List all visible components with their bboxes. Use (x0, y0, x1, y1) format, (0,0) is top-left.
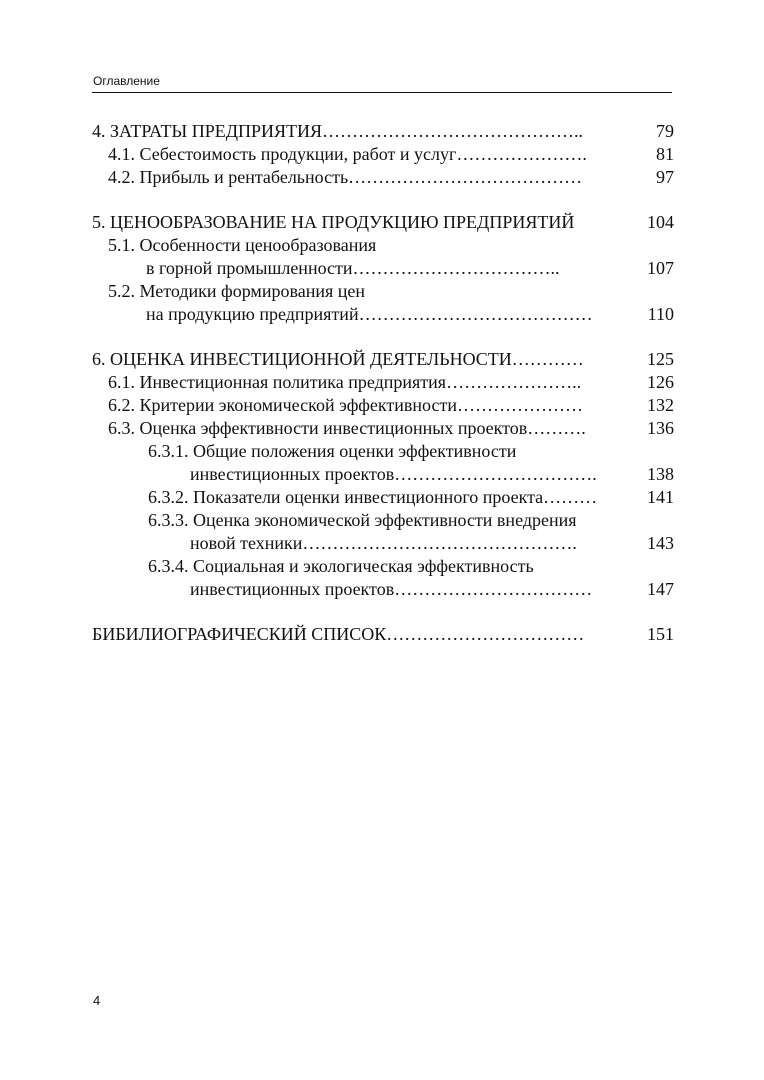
toc-entry-title-line2: в горной промышленности…………………………….. (146, 258, 560, 278)
toc-entry-5-1[interactable] (92, 234, 674, 280)
toc-entry-page: 147 (647, 579, 674, 599)
toc-entry-title: 6.3.2. Показатели оценки инвестиционного проекта……… (148, 487, 598, 507)
toc-entry-page: 151 (647, 624, 674, 644)
toc-entry-title: 4.2. Прибыль и рентабельность………………………………… (108, 167, 583, 187)
toc-entry-title-line1: 6.3.4. Социальная и экологическая эффективность (148, 556, 534, 576)
toc-entry-chapter-6[interactable] (92, 348, 674, 371)
toc-entry-6-1[interactable] (92, 371, 674, 394)
toc-entry-page: 104 (647, 212, 674, 232)
section-spacer (92, 601, 674, 623)
toc-entry-6-3-3[interactable] (92, 509, 674, 555)
toc-entry-page: 79 (656, 121, 674, 141)
toc-entry-page: 141 (647, 487, 674, 507)
header-rule (92, 92, 672, 93)
section-spacer (92, 326, 674, 348)
toc-entry-page: 110 (647, 304, 674, 324)
toc-entry-page: 136 (647, 418, 674, 438)
toc-entry-title: БИБИЛИОГРАФИЧЕСКИЙ СПИСОК…………………………… (92, 624, 585, 644)
toc-entry-title-line1: 5.1. Особенности ценообразования (108, 235, 377, 255)
toc-entry-title-line2: инвестиционных проектов…………………………… (190, 579, 593, 599)
toc-entry-title: 6.1. Инвестиционная политика предприятия………………….. (108, 372, 582, 392)
toc-entry-6-3-4[interactable] (92, 555, 674, 601)
toc-entry-title: 5. ЦЕНООБРАЗОВАНИЕ НА ПРОДУКЦИЮ ПРЕДПРИЯТИЙ (92, 212, 575, 232)
toc-entry-5-2[interactable] (92, 280, 674, 326)
toc-entry-page: 81 (656, 144, 674, 164)
toc-entry-4-2[interactable] (92, 166, 674, 189)
toc-entry-4-1[interactable] (92, 143, 674, 166)
toc-entry-title: 4.1. Себестоимость продукции, работ и услуг…………………. (108, 144, 587, 164)
toc-entry-6-3-1[interactable] (92, 440, 674, 486)
toc-entry-title: 6.2. Критерии экономической эффективности………………… (108, 395, 583, 415)
toc-entry-page: 132 (647, 395, 674, 415)
page-number: 4 (93, 993, 101, 1008)
toc-entry-title: 6. ОЦЕНКА ИНВЕСТИЦИОННОЙ ДЕЯТЕЛЬНОСТИ………… (92, 349, 584, 369)
toc-entry-page: 107 (647, 258, 674, 278)
toc-entry-title: 6.3. Оценка эффективности инвестиционных проектов………. (108, 418, 586, 438)
toc-entry-6-3[interactable] (92, 417, 674, 440)
toc-entry-page: 97 (656, 167, 674, 187)
toc-entry-title-line2: на продукцию предприятий………………………………… (146, 304, 593, 324)
toc-entry-page: 138 (647, 464, 674, 484)
toc-entry-chapter-4[interactable] (92, 120, 674, 143)
running-header: Оглавление (93, 74, 160, 88)
table-of-contents (92, 120, 674, 646)
toc-entry-6-3-2[interactable] (92, 486, 674, 509)
toc-entry-title-line1: 5.2. Методики формирования цен (108, 281, 366, 301)
toc-entry-page: 125 (647, 349, 674, 369)
toc-entry-title-line1: 6.3.3. Оценка экономической эффективности внедрения (148, 510, 577, 530)
toc-entry-bibliography[interactable] (92, 623, 674, 646)
toc-entry-title-line2: инвестиционных проектов……………………………. (190, 464, 597, 484)
toc-entry-page: 126 (647, 372, 674, 392)
toc-entry-title-line2: новой техники………………………………………. (190, 533, 577, 553)
toc-entry-6-2[interactable] (92, 394, 674, 417)
section-spacer (92, 189, 674, 211)
toc-entry-chapter-5[interactable] (92, 211, 674, 234)
toc-entry-title-line1: 6.3.1. Общие положения оценки эффективности (148, 441, 517, 461)
toc-entry-title: 4. ЗАТРАТЫ ПРЕДПРИЯТИЯ…………………………………….. (92, 121, 584, 141)
toc-entry-page: 143 (647, 533, 674, 553)
